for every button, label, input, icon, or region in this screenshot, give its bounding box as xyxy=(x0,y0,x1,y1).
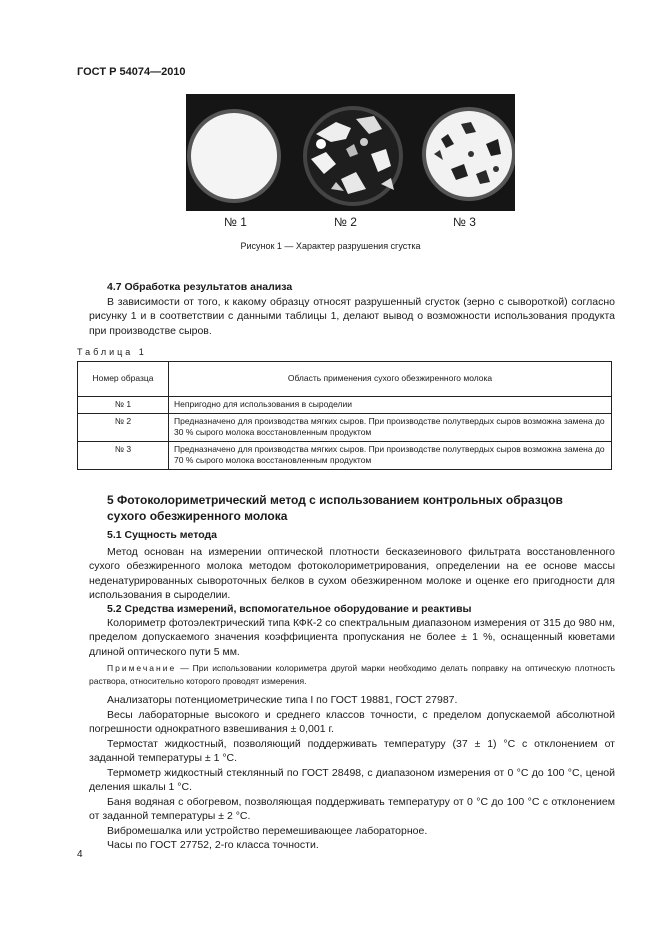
table-cell-text: Предназначено для производства мягких сыров. При производстве полутвердых сыров возможна замена до 70 % сырого молока восстановленным продуктом xyxy=(169,441,612,469)
paragraph-colorimeter: Колориметр фотоэлектрический типа КФК-2 со спектральным диапазоном измерения от 315 до 980 нм, пределом допускаемого значения коэффициента пропускания не более ± 1 %, оснащенный кюветами длиной оптического пути 5 мм. xyxy=(89,617,615,658)
table-row xyxy=(78,413,612,441)
note-text: — При использовании колориметра другой марки необходимо делать поправку на оптическую плотность раствора, относительно которого проводят измерения. xyxy=(89,663,615,686)
paragraph-shaker: Вибромешалка или устройство перемешивающее лабораторное. xyxy=(107,825,428,837)
petri-dish-2 xyxy=(303,106,403,206)
table-cell-text: Предназначено для производства мягких сыров. При производстве полутвердых сыров возможна замена до 30 % сырого молока восстановленным продуктом xyxy=(169,413,612,441)
section-4-7-title: 4.7 Обработка результатов анализа xyxy=(107,281,293,293)
page-number: 4 xyxy=(77,849,83,860)
note-paragraph xyxy=(89,662,615,687)
section-5-title: 5 Фотоколориметрический метод с использованием контрольных образцов сухого обезжиренного молока xyxy=(107,493,563,523)
paragraph-water-bath: Баня водяная с обогревом, позволяющая поддерживать температуру от 0 °С до 100 °С с отклонением от заданной температуры ± 2 °С. xyxy=(89,796,615,823)
petri-dish-3 xyxy=(422,107,515,201)
table-cell-number: № 2 xyxy=(78,413,169,441)
figure-label-2: № 2 xyxy=(334,215,357,229)
table-1 xyxy=(77,361,612,470)
figure-photo xyxy=(186,94,515,211)
table-header-row xyxy=(78,362,612,397)
document-header: ГОСТ Р 54074—2010 xyxy=(77,66,186,78)
table-header-area: Область применения сухого обезжиренного молока xyxy=(169,362,612,397)
table-cell-text: Непригодно для использования в сыроделии xyxy=(169,397,612,414)
paragraph-clock: Часы по ГОСТ 27752, 2-го класса точности. xyxy=(107,839,319,851)
paragraph-scales: Весы лабораторные высокого и среднего классов точности, с пределом допускаемой абсолютной погрешности однократного взвешивания ± 0,001 г. xyxy=(89,709,615,736)
paragraph-thermometer: Термометр жидкостный стеклянный по ГОСТ 28498, с диапазоном измерения от 0 °С до 100 °С, ценой деления шкалы 1 °С. xyxy=(89,767,615,794)
table-cell-number: № 3 xyxy=(78,441,169,469)
section-4-7-paragraph: В зависимости от того, к какому образцу относят разрушенный сгусток (зерно с сывороткой) согласно рисунку 1 и в соответствии с данными таблицы 1, делают вывод о возможности использования продукта при производстве сыров. xyxy=(89,296,615,337)
table-row xyxy=(78,441,612,469)
section-5-1-paragraph: Метод основан на измерении оптической плотности бесказеинового фильтрата восстановленного сухого обезжиренного молока методом фотоколориметрирования, определении на ее основе массы неденатурированных сывороточных белков в сухом обезжиренном молоке и оценке его пригодности для использования в сыроделии. xyxy=(89,546,615,602)
petri-dish-1 xyxy=(187,109,281,203)
paragraph-thermostat: Термостат жидкостный, позволяющий поддерживать температуру (37 ± 1) °С с отклонением от заданной температуры ± 1 °С. xyxy=(89,738,615,765)
figure-label-3: № 3 xyxy=(453,215,476,229)
section-5-1-title: 5.1 Сущность метода xyxy=(107,529,218,541)
table-header-number: Номер образца xyxy=(78,362,169,397)
table-row xyxy=(78,397,612,414)
figure-caption: Рисунок 1 — Характер разрушения сгустка xyxy=(240,241,421,251)
table-caption: Таблица 1 xyxy=(77,347,147,357)
section-5-2-title: 5.2 Средства измерений, вспомогательное оборудование и реактивы xyxy=(107,603,472,615)
note-label: Примечание xyxy=(107,663,177,673)
table-cell-number: № 1 xyxy=(78,397,169,414)
figure-label-1: № 1 xyxy=(224,215,247,229)
paragraph-analyzers: Анализаторы потенциометрические типа I по ГОСТ 19881, ГОСТ 27987. xyxy=(107,694,458,706)
